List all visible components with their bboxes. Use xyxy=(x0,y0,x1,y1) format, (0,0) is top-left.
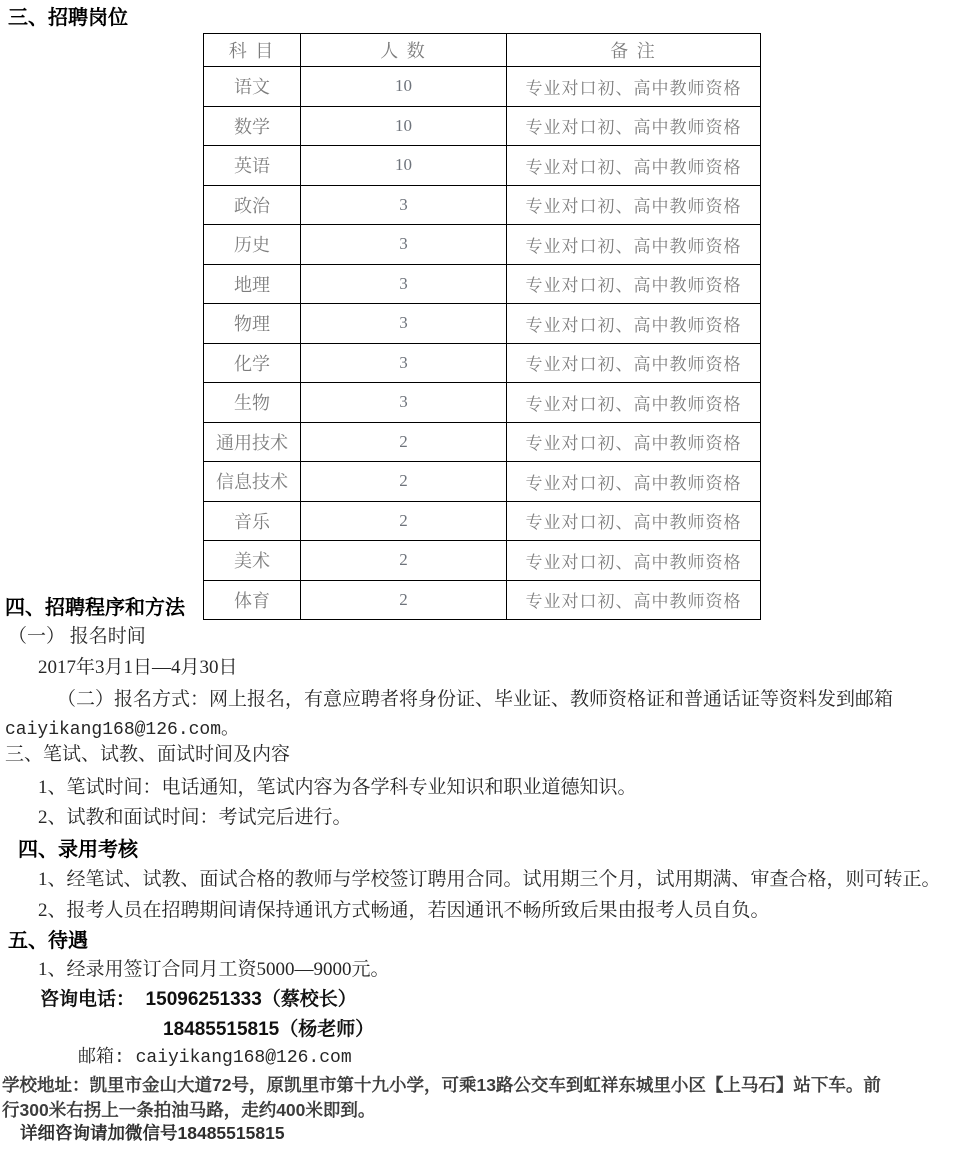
subject-cell: 历史 xyxy=(204,225,301,265)
trial-interview-item: 2、试教和面试时间：考试完后进行。 xyxy=(38,807,352,828)
count-cell: 3 xyxy=(301,343,507,383)
count-cell: 10 xyxy=(301,146,507,186)
positions-table-body xyxy=(204,67,761,620)
table-row xyxy=(204,501,761,541)
note-cell: 专业对口初、高中教师资格 xyxy=(507,304,761,344)
note-cell: 专业对口初、高中教师资格 xyxy=(507,225,761,265)
subject-cell: 英语 xyxy=(204,146,301,186)
table-row xyxy=(204,146,761,186)
hiring-contact-item: 2、报考人员在招聘期间请保持通讯方式畅通，若因通讯不畅所致后果由报考人员自负。 xyxy=(38,900,770,921)
consult-phone-primary: 咨询电话： 15096251333（蔡校长） xyxy=(40,989,357,1010)
registration-email: caiyikang168@126.com。 xyxy=(5,720,240,740)
positions-table xyxy=(203,33,761,620)
hiring-contract-item: 1、经笔试、试教、面试合格的教师与学校签订聘用合同。试用期三个月，试用期满、审查合格，则可转正。 xyxy=(38,869,941,890)
count-cell: 3 xyxy=(301,264,507,304)
subject-cell: 地理 xyxy=(204,264,301,304)
consult-phone-secondary: 18485515815（杨老师） xyxy=(163,1019,375,1040)
note-cell: 专业对口初、高中教师资格 xyxy=(507,343,761,383)
subject-cell: 美术 xyxy=(204,541,301,581)
school-address-line2: 行300米右拐上一条拍油马路，走约400米即到。 xyxy=(2,1100,376,1120)
count-cell: 2 xyxy=(301,541,507,581)
subject-cell: 体育 xyxy=(204,580,301,620)
table-row xyxy=(204,541,761,581)
note-cell: 专业对口初、高中教师资格 xyxy=(507,383,761,423)
count-cell: 10 xyxy=(301,106,507,146)
note-cell: 专业对口初、高中教师资格 xyxy=(507,67,761,107)
section-title-recruitment-positions: 三、招聘岗位 xyxy=(8,7,128,29)
subject-cell: 政治 xyxy=(204,185,301,225)
count-cell: 3 xyxy=(301,225,507,265)
count-cell: 3 xyxy=(301,383,507,423)
school-address-line1: 学校地址：凯里市金山大道72号，原凯里市第十九小学，可乘13路公交车到虹祥东城里小区【上马石】站下车。前 xyxy=(2,1075,881,1095)
table-header-row xyxy=(204,34,761,67)
subject-cell: 物理 xyxy=(204,304,301,344)
section-title-procedure: 四、招聘程序和方法 xyxy=(5,597,185,619)
subject-cell: 语文 xyxy=(204,67,301,107)
note-cell: 专业对口初、高中教师资格 xyxy=(507,185,761,225)
section-title-hiring: 四、录用考核 xyxy=(18,839,138,861)
note-cell: 专业对口初、高中教师资格 xyxy=(507,501,761,541)
salary-item: 1、经录用签订合同月工资5000—9000元。 xyxy=(38,959,390,980)
written-exam-item: 1、笔试时间：电话通知，笔试内容为各学科专业知识和职业道德知识。 xyxy=(38,777,637,798)
note-cell: 专业对口初、高中教师资格 xyxy=(507,541,761,581)
subject-column-header: 科 目 xyxy=(204,34,301,67)
table-row xyxy=(204,462,761,502)
count-cell: 2 xyxy=(301,422,507,462)
section-title-exam: 三、笔试、试教、面试时间及内容 xyxy=(5,744,291,765)
table-row xyxy=(204,304,761,344)
count-cell: 2 xyxy=(301,462,507,502)
subject-cell: 通用技术 xyxy=(204,422,301,462)
note-column-header: 备 注 xyxy=(507,34,761,67)
table-row xyxy=(204,264,761,304)
table-row xyxy=(204,225,761,265)
subject-cell: 音乐 xyxy=(204,501,301,541)
subject-cell: 生物 xyxy=(204,383,301,423)
note-cell: 专业对口初、高中教师资格 xyxy=(507,146,761,186)
table-row xyxy=(204,422,761,462)
count-column-header: 人 数 xyxy=(301,34,507,67)
note-cell: 专业对口初、高中教师资格 xyxy=(507,462,761,502)
registration-date-range: 2017年3月1日—4月30日 xyxy=(38,657,238,678)
subject-cell: 化学 xyxy=(204,343,301,383)
note-cell: 专业对口初、高中教师资格 xyxy=(507,580,761,620)
table-row xyxy=(204,67,761,107)
note-cell: 专业对口初、高中教师资格 xyxy=(507,422,761,462)
count-cell: 2 xyxy=(301,501,507,541)
contact-email: 邮箱: caiyikang168@126.com xyxy=(78,1048,352,1068)
registration-method-text: （二）报名方式：网上报名，有意应聘者将身份证、毕业证、教师资格证和普通话证等资料发到邮箱 xyxy=(57,689,894,710)
table-row xyxy=(204,106,761,146)
count-cell: 3 xyxy=(301,304,507,344)
count-cell: 10 xyxy=(301,67,507,107)
wechat-contact-line: 详细咨询请加微信号18485515815 xyxy=(20,1123,285,1143)
table-row xyxy=(204,580,761,620)
table-row xyxy=(204,343,761,383)
count-cell: 3 xyxy=(301,185,507,225)
table-row xyxy=(204,185,761,225)
registration-time-label: （一） 报名时间 xyxy=(8,626,146,647)
note-cell: 专业对口初、高中教师资格 xyxy=(507,106,761,146)
count-cell: 2 xyxy=(301,580,507,620)
subject-cell: 数学 xyxy=(204,106,301,146)
table-row xyxy=(204,383,761,423)
section-title-salary: 五、待遇 xyxy=(8,930,88,952)
note-cell: 专业对口初、高中教师资格 xyxy=(507,264,761,304)
subject-cell: 信息技术 xyxy=(204,462,301,502)
